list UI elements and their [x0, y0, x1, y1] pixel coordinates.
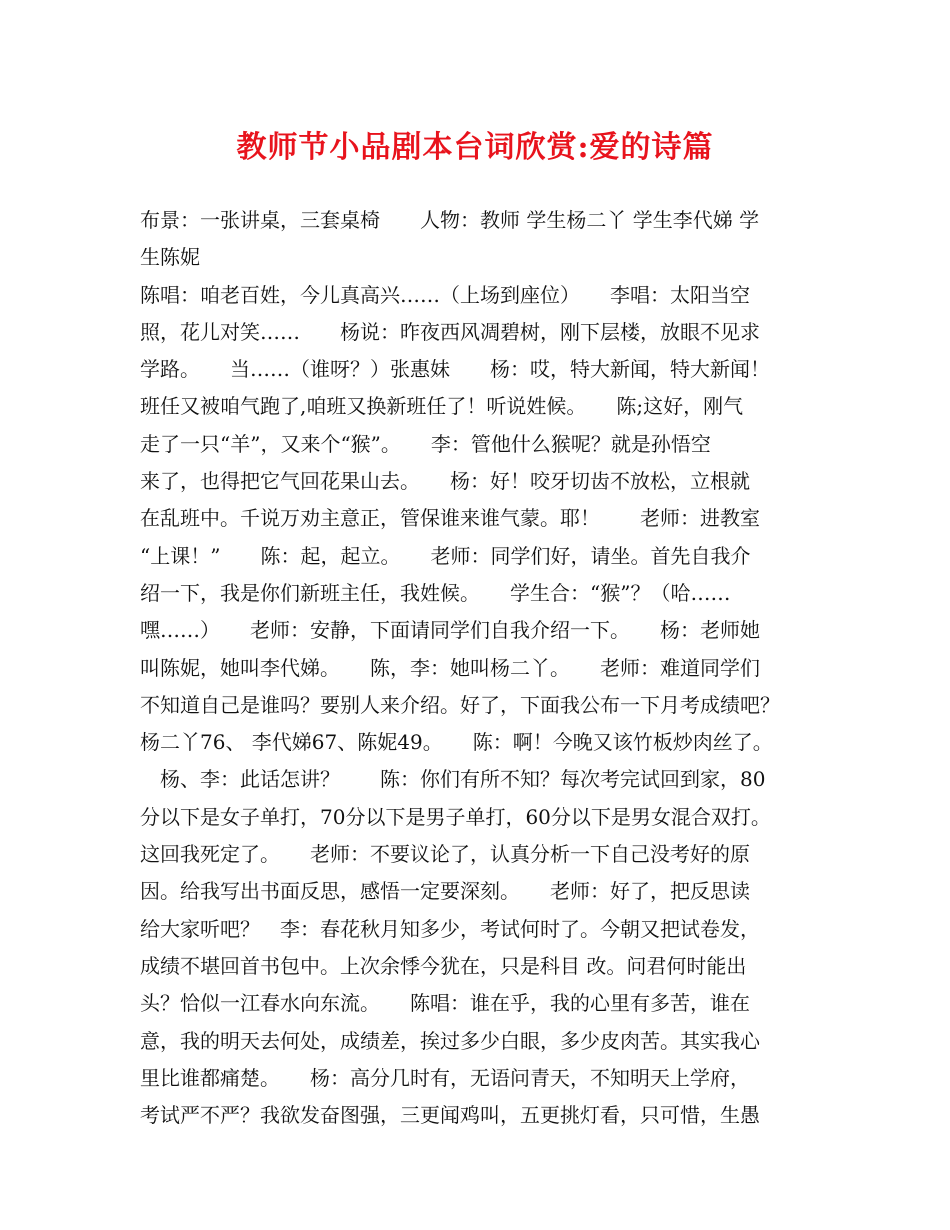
body-line: 意，我的明天去何处，成绩差，挨过多少白眼，多少皮肉苦。其实我心 [140, 1028, 760, 1053]
body-line: 考试严不严？我欲发奋图强，三更闻鸡叫，五更挑灯看，只可惜，生愚 [140, 1103, 760, 1128]
body-line: 叫陈妮，她叫李代娣。 陈，李：她叫杨二丫。 老师：难道同学们 [140, 655, 760, 680]
body-line: 嘿……） 老师：安静，下面请同学们自我介绍一下。 杨：老师她 [140, 618, 760, 643]
body-line: 照，花儿对笑…… 杨说：昨夜西风凋碧树，刚下层楼，放眼不见求 [140, 319, 760, 344]
body-line: 在乱班中。千说万劝主意正，管保谁来谁气蒙。耶！ 老师：进教室 [140, 506, 760, 531]
body-line: “上课！” 陈：起，起立。 老师：同学们好，请坐。首先自我介 [140, 543, 751, 568]
body-line: 里比谁都痛楚。 杨：高分几时有，无语问青天，不知明天上学府， [140, 1065, 750, 1090]
body-line: 杨二丫76、 李代娣67、陈妮49。 陈：啊！今晚又该竹板炒肉丝了。 [140, 730, 773, 755]
body-line: 分以下是女子单打，70分以下是男子单打，60分以下是男女混合双打。 [140, 804, 771, 829]
body-line: 成绩不堪回首书包中。上次余悸今犹在，只是科目 改。问君何时能出 [140, 953, 747, 978]
body-line: 因。给我写出书面反思，感悟一定要深刻。 老师：好了，把反思读 [140, 879, 750, 904]
body-line: 头？恰似一江春水向东流。 陈唱：谁在乎，我的心里有多苦，谁在 [140, 991, 750, 1016]
body-line: 班任又被咱气跑了,咱班又换新班任了！听说姓候。 陈;这好，刚气 [140, 394, 744, 419]
document-body [140, 202, 816, 1134]
body-line: 学路。 当……（谁呀？）张惠妹 杨：哎，特大新闻，特大新闻！ [140, 357, 770, 382]
document-title: 教师节小品剧本台词欣赏:爱的诗篇 [236, 130, 714, 165]
body-line: 绍一下，我是你们新班主任，我姓候。 学生合：“猴”？（哈…… [140, 580, 731, 605]
body-line: 不知道自己是谁吗？要别人来介绍。好了，下面我公布一下月考成绩吧？ [140, 692, 780, 717]
body-line: 这回我死定了。 老师：不要议论了，认真分析一下自己没考好的原 [140, 842, 750, 867]
body-line: 生陈妮 [140, 245, 200, 270]
body-line: 陈唱：咱老百姓，今儿真高兴……（上场到座位） 李唱：太阳当空 [140, 282, 750, 307]
body-line: 杨、李：此话怎讲？ 陈：你们有所不知？每次考完试回到家，80 [140, 767, 766, 792]
body-line: 来了，也得把它气回花果山去。 杨：好！咬牙切齿不放松，立根就 [140, 469, 750, 494]
body-line: 给大家听吧？ 李：春花秋月知多少，考试何时了。今朝又把试卷发， [140, 916, 760, 941]
body-line: 走了一只“羊”，又来个“猴”。 李：管他什么猴呢？就是孙悟空 [140, 431, 711, 456]
body-line: 布景：一张讲桌，三套桌椅 人物：教师 学生杨二丫 学生李代娣 学 [140, 208, 760, 232]
